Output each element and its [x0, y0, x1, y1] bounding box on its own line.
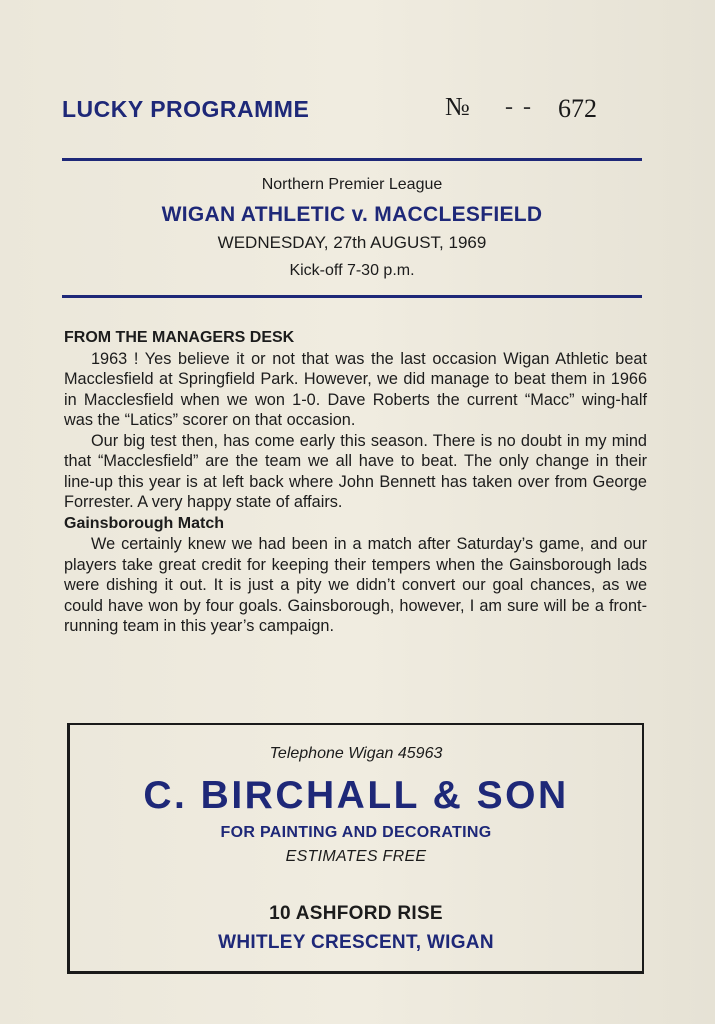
article-heading: FROM THE MANAGERS DESK — [64, 329, 295, 346]
advert-box — [67, 723, 644, 974]
bottom-rule — [62, 295, 642, 298]
numero-sign: № — [445, 92, 470, 121]
article-subheading: Gainsborough Match — [64, 514, 224, 532]
advert-estimates: ESTIMATES FREE — [285, 848, 427, 865]
managers-article — [64, 328, 647, 637]
fixture-title: WIGAN ATHLETIC v. MACCLESFIELD — [161, 203, 543, 226]
advert-address-line-2: WHITLEY CRESCENT, WIGAN — [218, 932, 494, 953]
advert-address-line-1: 10 ASHFORD RISE — [269, 903, 443, 924]
advert-phone: Telephone Wigan 45963 — [269, 745, 443, 762]
article-paragraph-2: Our big test then, has come early this season. There is no doubt in my mind that “Macclesfield” are the team we all have to beat. The only change in their line-up this year is at left back where John Bennett has taken over from George Forrester. A very happy state of affairs. — [64, 431, 647, 511]
programme-title: LUCKY PROGRAMME — [62, 96, 310, 122]
article-paragraph-3: We certainly knew we had been in a match after Saturday’s game, and our players take great credit for keeping their tempers when the Gainsborough lads were dishing it out. It is just a pity we didn’t convert our goal chances, as we could have won by four goals. Gainsborough, however, I am sure will be a front-running team in this year’s campaign. — [64, 535, 647, 635]
top-rule — [62, 158, 642, 161]
league-name: Northern Premier League — [261, 176, 443, 193]
programme-header — [0, 92, 715, 136]
match-date: WEDNESDAY, 27th AUGUST, 1969 — [217, 233, 487, 252]
programme-number: 672 — [558, 94, 597, 123]
article-paragraph-1: 1963 ! Yes believe it or not that was the last occasion Wigan Athletic beat Macclesfield at Springfield Park. However, we did manage to beat them in 1966 in Macclesfield when we won 1-0. Dave Roberts the current “Macc” wing-half was the “Latics” scorer on that occasion. — [64, 349, 647, 429]
advert-company: C. BIRCHALL & SON — [143, 774, 569, 817]
kickoff-time: Kick-off 7-30 p.m. — [289, 262, 415, 279]
number-dots: - - — [505, 94, 533, 120]
advert-service: FOR PAINTING AND DECORATING — [220, 824, 492, 841]
